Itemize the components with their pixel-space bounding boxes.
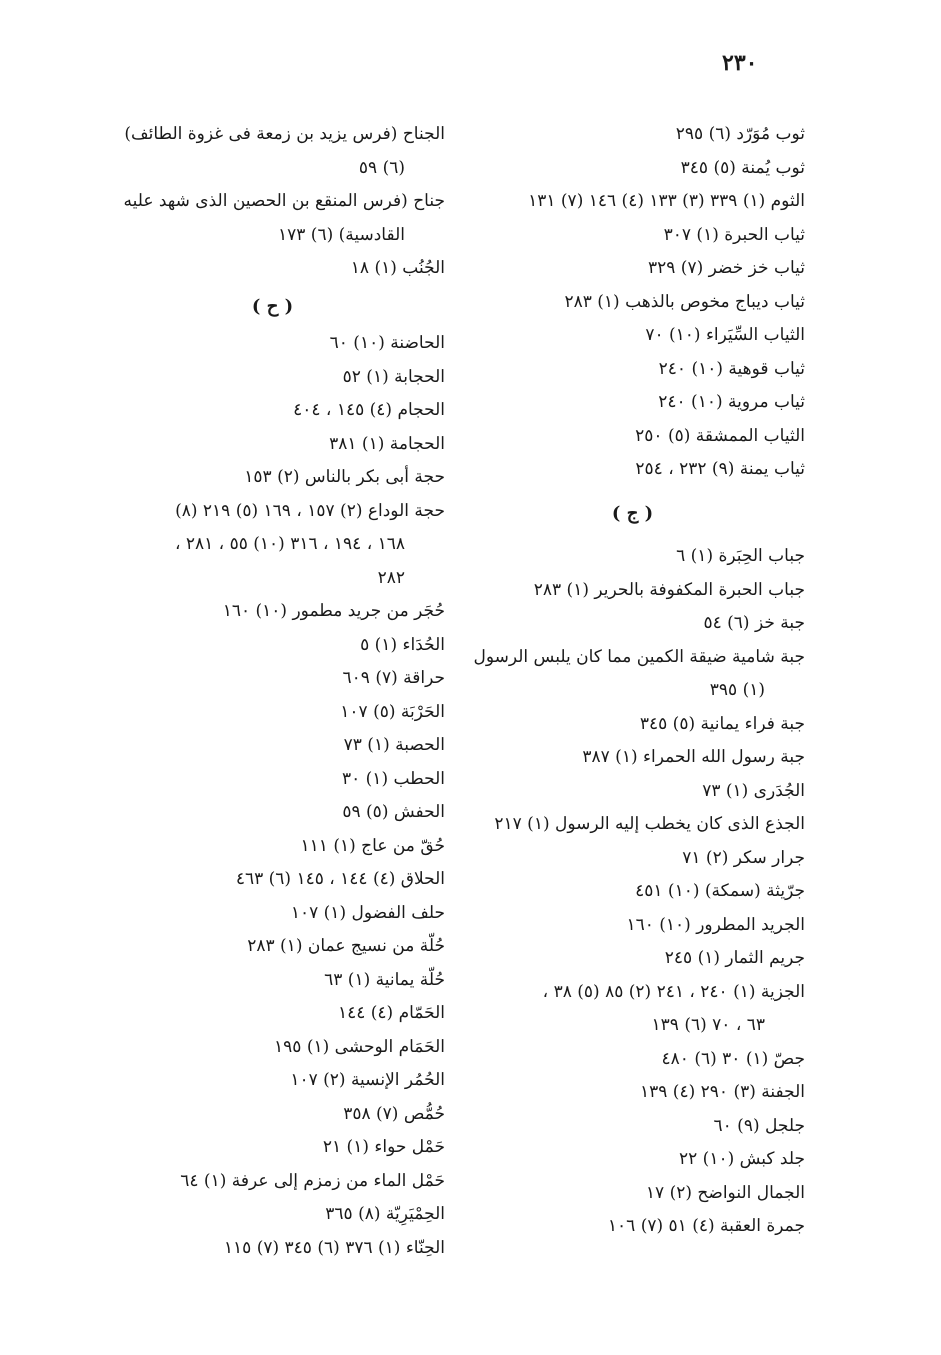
index-entry: الجفنة (٣) ٢٩٠ (٤) ١٣٩ — [640, 1082, 805, 1102]
index-entry-continuation: (٦) ٥٩ — [358, 157, 405, 178]
index-entry: الحجامة (١) ٣٨١ — [329, 433, 445, 454]
index-entry: الجريد المطرور (١٠) ١٦٠ — [626, 914, 805, 935]
index-entry: حَمْل حواء (١) ٢١ — [322, 1137, 445, 1157]
index-entry: ثياب مروية (١٠) ٢٤٠ — [658, 392, 805, 412]
index-entry: جلد كبش (١٠) ٢٢ — [679, 1149, 805, 1169]
index-entry: الجذع الذى كان يخطب إليه الرسول (١) ٢١٧ — [494, 814, 805, 834]
index-entry: ثياب قوهية (١٠) ٢٤٠ — [658, 358, 805, 379]
index-column-left — [100, 118, 445, 1265]
index-entry: حُمُّص (٧) ٣٥٨ — [343, 1103, 445, 1124]
index-entry: ثياب خز خضر (٧) ٣٢٩ — [647, 258, 805, 278]
index-entry: حُقّ من عاج (١) ١١١ — [300, 835, 445, 856]
index-entry: جبة شامية ضيقة الكمين مما كان يلبس الرسول — [473, 646, 805, 667]
index-entry-continuation: ٦٣ ، ٧٠ (٦) ١٣٩ — [651, 1015, 765, 1035]
index-entry: ثياب يمنة (٩) ٢٣٢ ، ٢٥٤ — [635, 459, 805, 479]
index-column-right — [460, 118, 805, 1244]
section-letter-jim: ( ج ) — [611, 502, 654, 524]
index-entry: الثوم (١) ٣٣٩ (٣) ١٣٣ (٤) ١٤٦ (٧) ١٣١ — [528, 191, 805, 211]
index-entry: حُلّة يمانية (١) ٦٣ — [324, 969, 445, 990]
index-entry: جناح (فرس المنقع بن الحصين الذى شهد عليه — [123, 191, 445, 211]
index-entry: جمرة العقبة (٤) ٥١ (٧) ١٠٦ — [607, 1216, 805, 1236]
index-entry: ثوب يُمنة (٥) ٣٤٥ — [680, 157, 805, 178]
index-entry: الثياب الممشقة (٥) ٢٥٠ — [635, 425, 805, 446]
index-entry: حجة الوداع (٢) ١٥٧ ، ١٦٩ (٥) ٢١٩ (٨) — [175, 500, 445, 521]
index-entry: الحِمْيَرِيّة (٨) ٣٦٥ — [325, 1204, 445, 1224]
index-entry: جرار سكر (٢) ٧١ — [682, 847, 805, 868]
index-entry-continuation: القادسية) (٦) ١٧٣ — [277, 224, 405, 245]
index-entry: الجُنُب (١) ١٨ — [350, 258, 445, 278]
index-entry: ثياب الحبرة (١) ٣٠٧ — [663, 224, 805, 245]
index-entry: جلجل (٩) ٦٠ — [713, 1115, 805, 1136]
index-entry: الجزية (١) ٢٤٠ ، ٢٤١ (٢) ٨٥ (٥) ٣٨ ، — [542, 981, 805, 1002]
section-letter-ha: ( ح ) — [251, 295, 294, 317]
index-entry: الحلاق (٤) ١٤٤ ، ١٤٥ (٦) ٤٦٣ — [235, 869, 445, 889]
index-entry: حراقة (٧) ٦٠٩ — [342, 668, 445, 688]
index-entry: جبة فراء يمانية (٥) ٣٤٥ — [639, 713, 805, 734]
index-entry: جريم الثمار (١) ٢٤٥ — [664, 948, 805, 968]
index-entry: الجمال النواضح (٢) ١٧ — [645, 1182, 805, 1203]
index-entry-continuation: ١٦٨ ، ١٩٤ ، ٣١٦ (١٠) ٥٥ ، ٢٨١ ، — [174, 534, 405, 554]
index-entry: ثوب مُوَرّد (٦) ٢٩٥ — [675, 124, 805, 144]
index-entry: الحجابة (١) ٥٢ — [342, 366, 445, 387]
index-entry: الجناح (فرس يزيد بن زمعة فى غزوة الطائف) — [124, 124, 445, 144]
index-entry: جبة خز (٦) ٥٤ — [703, 613, 805, 633]
index-entry-continuation: (١) ٣٩٥ — [709, 680, 765, 700]
index-entry: الحَمّام (٤) ١٤٤ — [337, 1003, 445, 1023]
index-entry: الحطب (١) ٣٠ — [341, 768, 445, 789]
index-entry: الحَمَام الوحشى (١) ١٩٥ — [274, 1036, 445, 1057]
index-entry: جباب الحِبَرة (١) ٦ — [676, 546, 805, 566]
index-entry: حُجَر من جريد مطمور (١٠) ١٦٠ — [222, 601, 445, 621]
index-entry: جبة رسول الله الحمراء (١) ٣٨٧ — [582, 747, 805, 767]
index-entry: الجُدَرى (١) ٧٣ — [702, 780, 805, 801]
index-entry: الحُدَاء (١) ٥ — [360, 634, 445, 655]
index-entry: ثياب ديباج مخوص بالذهب (١) ٢٨٣ — [564, 291, 805, 312]
index-entry: الحصبة (١) ٧٣ — [343, 735, 445, 755]
index-entry: الحُمُر الإنسية (٢) ١٠٧ — [290, 1070, 445, 1090]
index-entry: الحاضنة (١٠) ٦٠ — [329, 333, 445, 353]
index-entry: جباب الحبرة المكفوفة بالحرير (١) ٢٨٣ — [533, 579, 805, 600]
index-entry: حجة أبى بكر بالناس (٢) ١٥٣ — [244, 467, 445, 487]
index-entry: حَمْل الماء من زمزم إلى عرفة (١) ٦٤ — [180, 1170, 445, 1191]
index-entry: الثياب السِّيَراء (١٠) ٧٠ — [645, 325, 805, 345]
index-entry-continuation: ٢٨٢ — [377, 567, 405, 588]
index-entry: الحفش (٥) ٥٩ — [342, 802, 445, 822]
index-entry: جصّ (١) ٣٠ (٦) ٤٨٠ — [661, 1048, 805, 1069]
index-entry: الحِنّاء (١) ٣٧٦ (٦) ٣٤٥ (٧) ١١٥ — [223, 1237, 445, 1258]
page-number: ٢٣٠ — [722, 50, 758, 76]
index-entry: الحجام (٤) ١٤٥ ، ٤٠٤ — [293, 400, 445, 420]
index-entry: جرّيثة (سمكة) (١٠) ٤٥١ — [635, 881, 805, 901]
index-entry: حُلّة من نسيج عمان (١) ٢٨٣ — [247, 936, 445, 956]
index-entry: حلف الفضول (١) ١٠٧ — [290, 902, 445, 923]
index-entry: الحَرْبَة (٥) ١٠٧ — [340, 701, 445, 722]
